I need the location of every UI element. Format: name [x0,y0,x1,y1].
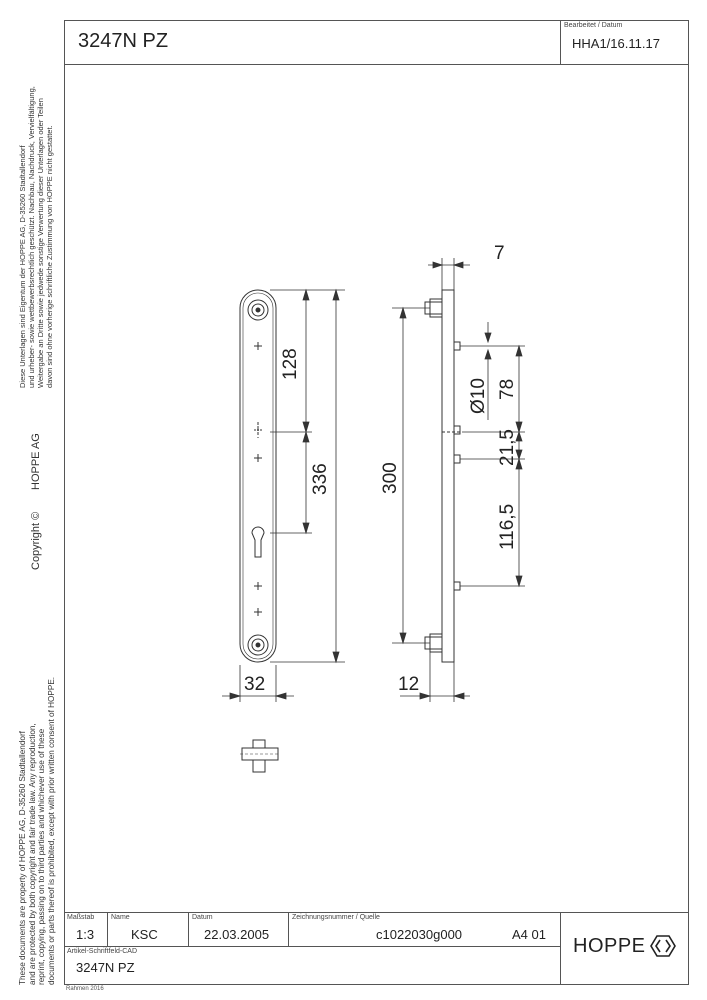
dim-300: 300 [380,462,401,494]
legal-german-line: Weitergabe an Dritte sowie jedwede sonstige Verwertung dieser Unterlagen oder Teilen [36,98,45,388]
copyright-text: Copyright © [30,511,42,570]
legal-english-line: These documents are property of HOPPE AG, D-35260 Stadtallendorf [18,731,27,985]
tb-sep-1 [107,912,108,946]
dim-116-5: 116,5 [497,503,518,550]
company-name: HOPPE AG [30,433,42,490]
dim-12: 12 [398,674,420,695]
dim-336: 336 [310,463,331,495]
legal-german-line: davon sind ohne vorherige schriftliche Zustimmung von HOPPE nicht gestattet. [45,125,54,388]
bearbeitet-label: Bearbeitet / Datum [564,22,623,29]
logo-mark-icon [650,935,676,957]
zeichnung-label: Zeichnungsnummer / Quelle [292,914,380,921]
name-label: Name [111,914,130,921]
format-value: A4 01 [512,927,546,942]
front-view-plate [240,290,276,662]
logo-text: HOPPE [573,934,646,957]
bearbeitet-value: HHA1/16.11.17 [572,36,660,51]
bottom-view-part [240,740,280,772]
side-dimensions [392,258,525,702]
legal-german-line: Diese Unterlagen sind Eigentum der HOPPE AG, D-35260 Stadtallendorf [18,145,27,388]
zeichnung-value: c1022030g000 [376,927,463,942]
side-view-plate [425,290,462,662]
datum-label: Datum [192,914,213,921]
dim-21-5: 21,5 [497,429,518,466]
dim-diameter-10: Ø10 [468,378,489,414]
drawing-title: 3247N PZ [78,30,169,52]
dim-128: 128 [280,348,301,380]
artikel-label: Artikel-Schriftfeld-CAD [67,948,138,955]
tb-sep-3 [288,912,289,946]
legal-english-line: reprint, copying, passing on to third parties and whichever use of these [37,728,46,985]
legal-english-line: documents or parts thereof is prohibited, except with prior written consent of HOPPE. [46,676,56,985]
massstab-label: Maßstab [67,914,95,921]
hoppe-logo [573,934,676,958]
rahmen-footer: Rahmen 2016 [66,986,104,992]
name-value: KSC [131,927,158,942]
dim-32: 32 [244,674,266,695]
tb-sep-logo [560,912,561,985]
legal-english-line: and are protected by both copyright and fair trade law. Any reproduction, [27,723,37,985]
dim-78: 78 [497,378,518,400]
artikel-value: 3247N PZ [76,960,135,975]
tb-sep-2 [188,912,189,946]
titleblock-top-line [64,912,689,913]
legal-german-line: und urheber- sowie wettbewerbsrechtlich geschützt. Nachbau, Nachdruck, Vervielfältigung, [27,86,36,388]
titleblock-mid-line [64,946,560,947]
dim-7: 7 [494,243,505,264]
datum-value: 22.03.2005 [204,927,270,942]
massstab-value: 1:3 [76,927,95,942]
